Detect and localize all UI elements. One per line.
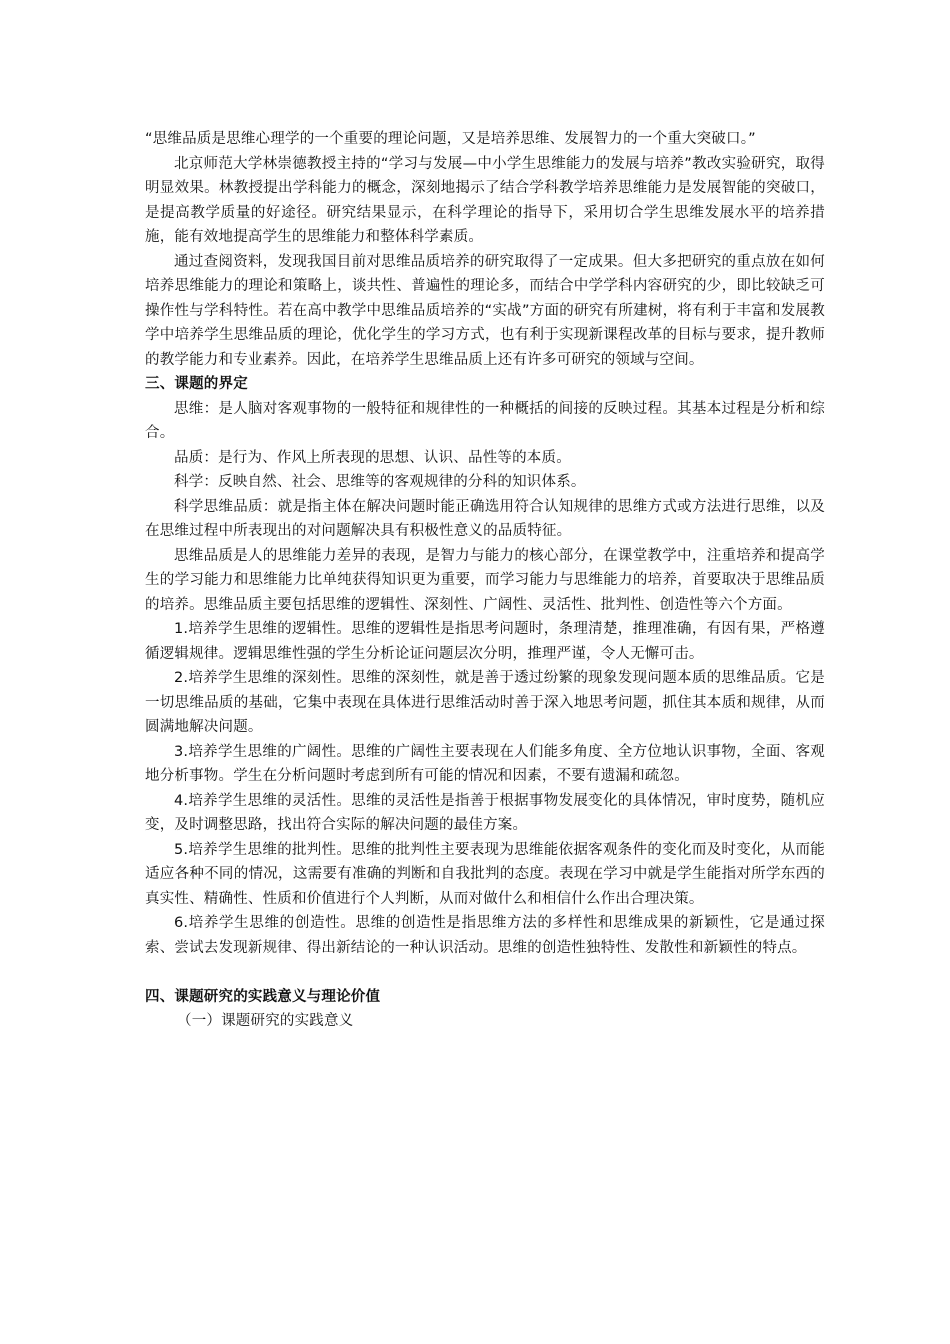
document-body	[145, 127, 825, 1034]
literature-review-paragraph: 通过查阅资料，发现我国目前对思维品质培养的研究取得了一定成果。但大多把研究的重点放在如何培养思维能力的理论和策略上，谈共性、普遍性的理论多，而结合中学学科内容研究的少，即比较缺乏可操作性与学科特性。若在高中教学中思维品质培养的“实战”方面的研究有所建树，将有利于丰富和发展教学中培养学生思维品质的理论，优化学生的学习方式，也有利于实现新课程改革的目标与要求，提升教师的教学能力和专业素养。因此，在培养学生思维品质上还有许多可研究的领域与空间。	[145, 253, 825, 368]
section-heading-3: 三、课题的界定	[145, 376, 248, 392]
definition-quality: 品质：是行为、作风上所表现的思想、认识、品性等的本质。	[174, 449, 571, 466]
definition-scientific-thinking-quality: 科学思维品质：就是指主体在解决问题时能正确选用符合认知规律的思维方式或方法进行思维，以及在思维过程中所表现出的对问题解决具有积极性意义的品质特征。	[145, 498, 825, 539]
thinking-quality-overview: 思维品质是人的思维能力差异的表现，是智力与能力的核心部分，在课堂教学中，注重培养和提高学生的学习能力和思维能力比单纯获得知识更为重要，而学习能力与思维能力的培养，首要取决于思维品质的培养。思维品质主要包括思维的逻辑性、深刻性、广阔性、灵活性、批判性、创造性等六个方面。	[145, 547, 825, 613]
research-background-paragraph: 北京师范大学林崇德教授主持的“学习与发展—中小学生思维能力的发展与培养”教改实验研究，取得明显效果。林教授提出学科能力的概念，深刻地揭示了结合学科教学培养思维能力是发展智能的突破口，是提高教学质量的好途径。研究结果显示，在科学理论的指导下，采用切合学生思维发展水平的培养措施，能有效地提高学生的思维能力和整体科学素质。	[145, 155, 825, 245]
list-item-logic: 1.培养学生思维的逻辑性。思维的逻辑性是指思考问题时，条理清楚，推理准确，有因有果，严格遵循逻辑规律。逻辑思维性强的学生分析论证问题层次分明，推理严谨，令人无懈可击。	[145, 621, 825, 662]
subsection-heading-1: （一）课题研究的实践意义	[177, 1013, 354, 1029]
definition-science: 科学：反映自然、社会、思维等的客观规律的分科的知识体系。	[174, 474, 586, 490]
list-item-depth: 2.培养学生思维的深刻性。思维的深刻性，就是善于透过纷繁的现象发现问题本质的思维品质。它是一切思维品质的基础，它集中表现在具体进行思维活动时善于深入地思考问题，抓住其本质和规律，从而圆满地解决问题。	[145, 670, 825, 735]
quote-paragraph: “思维品质是思维心理学的一个重要的理论问题，又是培养思维、发展智力的一个重大突破口。”	[145, 131, 756, 147]
section-heading-4: 四、课题研究的实践意义与理论价值	[145, 988, 381, 1005]
list-item-criticality: 5.培养学生思维的批判性。思维的批判性主要表现为思维能依据客观条件的变化而及时变化，从而能适应各种不同的情况，这需要有准确的判断和自我批判的态度。表现在学习中就是学生能指对所学东西的真实性、精确性、性质和价值进行个人判断，从而对做什么和相信什么作出合理决策。	[145, 841, 825, 907]
definition-thinking: 思维：是人脑对客观事物的一般特征和规律性的一种概括的间接的反映过程。其基本过程是分析和综合。	[145, 400, 825, 441]
list-item-creativity: 6.培养学生思维的创造性。思维的创造性是指思维方法的多样性和思维成果的新颖性，它是通过探索、尝试去发现新规律、得出新结论的一种认识活动。思维的创造性独特性、发散性和新颖性的特点。	[145, 915, 825, 956]
list-item-flexibility: 4.培养学生思维的灵活性。思维的灵活性是指善于根据事物发展变化的具体情况，审时度势，随机应变，及时调整思路，找出符合实际的解决问题的最佳方案。	[145, 792, 825, 833]
list-item-breadth: 3.培养学生思维的广阔性。思维的广阔性主要表现在人们能多角度、全方位地认识事物，全面、客观地分析事物。学生在分析问题时考虑到所有可能的情况和因素，不要有遗漏和疏忽。	[145, 743, 825, 784]
